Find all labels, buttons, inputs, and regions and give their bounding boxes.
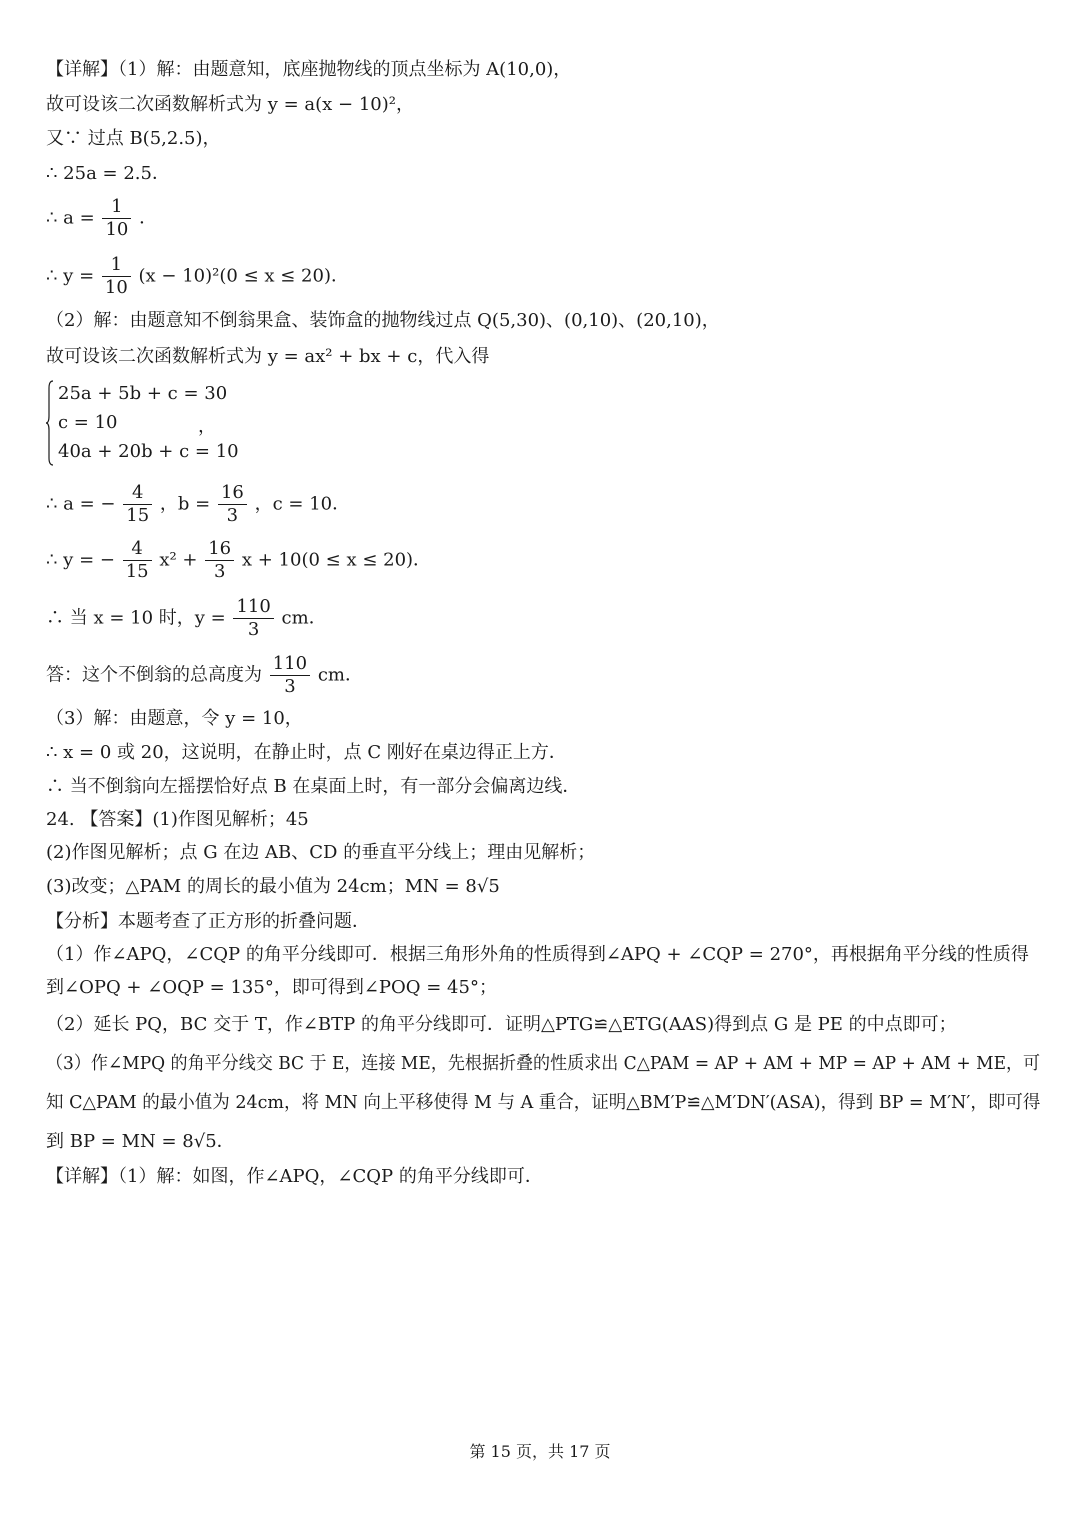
text-line: (2)作图见解析；点 G 在边 AB、CD 的垂直平分线上；理由见解析； [46, 842, 596, 863]
text-span: ，b = [159, 493, 211, 515]
formula-line [46, 596, 327, 641]
equation-row: c = 10 [58, 412, 118, 433]
numerator: 16 [205, 538, 234, 561]
fraction [123, 482, 152, 527]
numerator: 1 [102, 254, 131, 277]
text-span: ∴ a = − [46, 493, 116, 515]
page-footer: 第 15 页，共 17 页 [469, 1442, 611, 1461]
text-line: ∴ 当不倒翁向左摇摆恰好点 B 在桌面上时，有一部分会偏离边线． [46, 776, 581, 797]
denominator: 3 [247, 619, 260, 640]
text-line: 又∵ 过点 B(5,2.5)， [46, 128, 221, 149]
text-line: 24. 【答案】(1)作图见解析；45 [46, 809, 309, 830]
fraction [123, 538, 152, 583]
text-span: 答：这个不倒翁的总高度为 [46, 664, 262, 686]
text-line: 【详解】（1）解：由题意知，底座抛物线的顶点坐标为 A(10,0)， [46, 59, 572, 80]
text-line: (3)改变；△PAM 的周长的最小值为 24cm；MN = 8√5 [46, 876, 500, 897]
text-line: 到 BP = MN = 8√5． [46, 1131, 235, 1152]
formula-line [46, 254, 349, 299]
numerator: 16 [218, 482, 247, 505]
fraction [102, 196, 131, 241]
text-span: (x − 10)²(0 ≤ x ≤ 20)． [138, 265, 349, 287]
text-span: ∴ y = [46, 265, 95, 287]
formula-line [46, 196, 157, 241]
numerator: 1 [102, 196, 131, 219]
numerator: 4 [123, 538, 152, 561]
equation-comma: ， [198, 416, 216, 437]
text-line: （3）作∠MPQ 的角平分线交 BC 于 E，连接 ME，先根据折叠的性质求出 C△PAM = AP + AM + MP = AP + AM + ME，可 [46, 1053, 1041, 1074]
equation-row: 25a + 5b + c = 30 [58, 383, 228, 404]
text-span: cm． [281, 607, 327, 629]
denominator: 3 [226, 505, 239, 526]
fraction [102, 254, 131, 299]
fraction [218, 482, 247, 527]
text-line: 知 C△PAM 的最小值为 24cm，将 MN 向上平移使得 M 与 A 重合，证明△BM′P≌△M′DN′(ASA)，得到 BP = M′N′，即可得 [46, 1092, 1041, 1113]
fraction [270, 653, 310, 698]
text-line: （2）解：由题意知不倒翁果盒、装饰盒的抛物线过点 Q(5,30)、(0,10)、(20,10)， [46, 310, 720, 331]
text-line: （2）延长 PQ，BC 交于 T，作∠BTP 的角平分线即可．证明△PTG≌△ETG(AAS)得到点 G 是 PE 的中点即可； [46, 1014, 957, 1035]
denominator: 3 [213, 561, 226, 582]
text-line: ∴ x = 0 或 20，这说明，在静止时，点 C 刚好在桌边得正上方． [46, 742, 567, 763]
text-span: x + 10(0 ≤ x ≤ 20)． [241, 549, 432, 571]
text-span: x² + [159, 549, 198, 571]
numerator: 4 [123, 482, 152, 505]
text-line: ∴ 25a = 2.5． [46, 163, 170, 184]
text-span: ∴ 当 x = 10 时，y = [46, 607, 226, 629]
text-span: ∴ y = − [46, 549, 115, 571]
text-span: ，c = 10． [254, 493, 351, 515]
text-span: cm． [317, 664, 363, 686]
text-line: （1）作∠APQ，∠CQP 的角平分线即可．根据三角形外角的性质得到∠APQ + ∠CQP = 270°，再根据角平分线的性质得 [46, 944, 1029, 965]
text-span: ∴ a = [46, 207, 95, 229]
text-line: 到∠OPQ + ∠OQP = 135°，即可得到∠POQ = 45°； [46, 977, 497, 998]
text-line: 【详解】（1）解：如图，作∠APQ，∠CQP 的角平分线即可． [46, 1166, 543, 1187]
formula-line [46, 653, 363, 698]
text-line: （3）解：由题意，令 y = 10， [46, 708, 303, 729]
text-line: 故可设该二次函数解析式为 y = a(x − 10)²， [46, 94, 414, 115]
equation-row: 40a + 20b + c = 10 [58, 441, 239, 462]
text-line: 故可设该二次函数解析式为 y = ax² + bx + c，代入得 [46, 346, 490, 367]
numerator: 110 [233, 596, 273, 619]
text-span: ． [139, 207, 158, 229]
fraction [205, 538, 234, 583]
denominator: 10 [105, 219, 129, 240]
left-brace-icon [46, 380, 54, 466]
numerator: 110 [270, 653, 310, 676]
formula-line [46, 538, 431, 583]
denominator: 15 [126, 505, 150, 526]
fraction [233, 596, 273, 641]
denominator: 3 [284, 676, 296, 697]
denominator: 15 [125, 561, 149, 582]
denominator: 10 [104, 277, 128, 298]
formula-line [46, 482, 350, 527]
text-line: 【分析】本题考查了正方形的折叠问题． [46, 911, 370, 932]
